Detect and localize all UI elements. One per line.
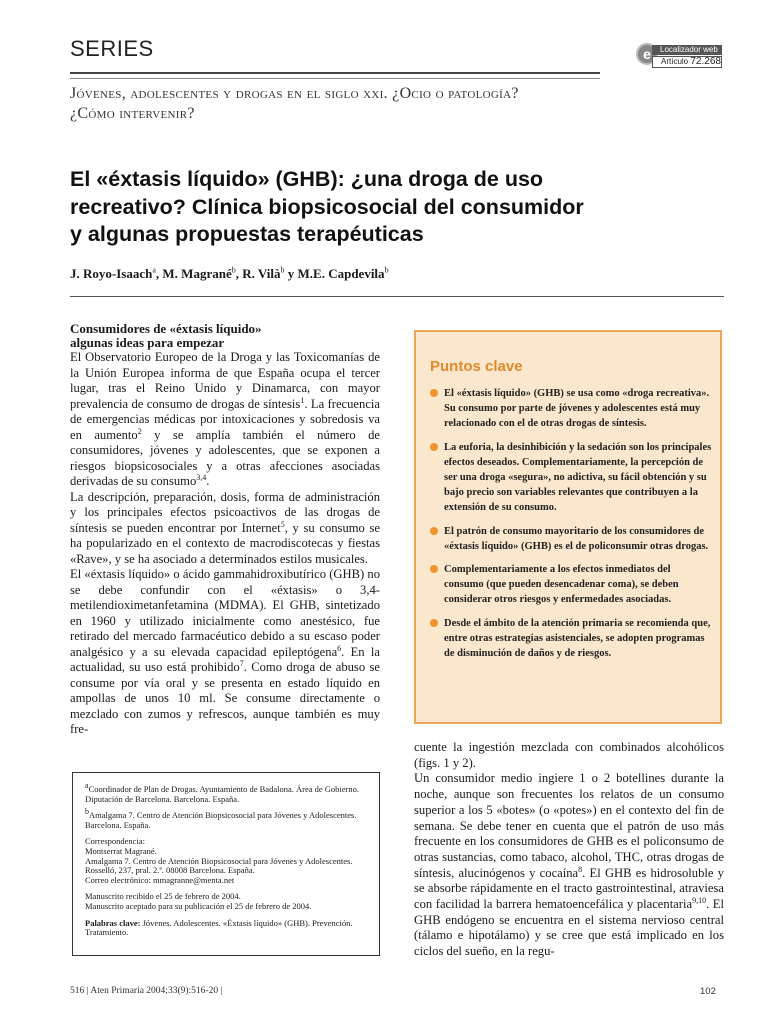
text: , y su consumo se ha popularizado en el contexto de macrodiscotecas y fiestas «Rave», y se ha asociado a determinados estilos musicales. (70, 520, 381, 566)
author-affiliation: a (152, 265, 156, 275)
key-point-text: El patrón de consumo mayoritario de los consumidores de «éxtasis líquido» (GHB) es el de policonsumir otras drogas. (444, 525, 709, 552)
author-separator: , (235, 266, 243, 281)
author: M. Magrané (162, 266, 232, 281)
paragraph (70, 350, 380, 490)
article-title-line1: El «éxtasis líquido» (GHB): ¿una droga de uso (70, 167, 544, 191)
section-heading (70, 322, 380, 350)
received-date: Manuscrito recibido el 25 de febrero de 2004. (85, 891, 241, 902)
web-locator-icon: e (636, 43, 658, 65)
author-separator: , (155, 266, 163, 281)
affiliation-text: Amalgama 7. Centro de Atención Biopsicosocial para Jóvenes y Adolescentes. Barcelona. España. (85, 810, 357, 830)
key-points-list (428, 386, 712, 669)
reference[interactable]: 6 (337, 643, 342, 653)
reference[interactable]: 1 (300, 395, 305, 405)
text: . Como droga de abuso se consume por vía oral y se presenta en estado líquido en ampollas de unos 10 ml. Se consume directamente o mezclado con zumos y refrescos, aunque también es muy fre- (70, 660, 380, 736)
header-rule (70, 72, 600, 74)
author: R. Vilà (242, 266, 281, 281)
bullet-icon (430, 527, 438, 535)
text: . El GHB endógeno se encuentra en el sistema nervioso central (tálamo e hipotálamo) y se cree que está implicado en los ciclos del sueño, en la regu- (414, 897, 724, 959)
page-footer-citation: 516 | Aten Primaria 2004;33(9):516-20 | (70, 986, 223, 996)
article-number-value: 72.268 (690, 56, 721, 67)
affiliation-mark: b (85, 807, 89, 817)
text: y se amplía también el número de consumidores, jóvenes y adolescentes, que se exponen a riesgos biopsicosociales y a otras afecciones asociadas derivadas de su consumo (70, 427, 381, 488)
header-rule-thin (70, 78, 600, 79)
key-point (428, 386, 712, 432)
text: La descripción, preparación, dosis, forma de administración y los principales efectos psicoactivos de las drogas de síntesis se pueden encontrar por Internet (70, 489, 380, 535)
web-locator-label: Localizador web (652, 45, 722, 55)
footnote-box (72, 772, 380, 956)
author-separator: y (284, 266, 298, 281)
correspondence (85, 837, 375, 885)
manuscript-dates (85, 892, 375, 911)
affiliation-b (85, 807, 375, 830)
article-number-label: Artículo (661, 57, 689, 66)
keywords-label: Palabras clave: (85, 917, 141, 928)
affiliation-text: Coordinador de Plan de Drogas. Ayuntamiento de Badalona. Área de Gobierno. Diputación de Barcelona. Barcelona. España. (85, 784, 360, 804)
reference[interactable]: 9,10 (692, 895, 707, 905)
author: J. Royo-Isaach (70, 266, 153, 281)
bullet-icon (430, 389, 438, 397)
key-points-box (414, 330, 722, 724)
paragraph (70, 490, 380, 568)
key-point (428, 440, 712, 516)
text: Un consumidor medio ingiere 1 o 2 botellines durante la noche, aunque son frecuentes los relatos de un consumo superior a los 5 «botes» (o «potes») en el contexto del fin de semana. Se debe tener en cuenta que el patrón de uso más frecuente en los consumidores de GHB es el policonsumo de otras sustancias, como tabaco, alcohol, THC, otras drogas de síntesis, alucinógenos y cocaína (414, 771, 724, 880)
key-point-text: La euforia, la desinhibición y la sedación son los principales efectos deseados. Complementariamente, la percepción de ser una droga «segura», no adictiva, su fácil obtención y su bajo precio son variables relevantes que contribuyen a la extensión de su consumo. (444, 441, 712, 514)
text: El «éxtasis líquido» o ácido gammahidroxibutírico (GHB) no se debe confundir con el «éxtasis» o 3,4-metilendioximetanfetamina (MDMA). El GHB, sintetizado en 1960 y utilizado inicialmente como anestésico, fue retirado del mercado farmacéutico debido a su escaso poder analgésico y a su elevada capacidad epileptógena (70, 567, 380, 659)
series-subtitle-line2: ¿Cómo intervenir? (70, 105, 195, 122)
key-point (428, 616, 712, 662)
series-subtitle-line1: Jóvenes, adolescentes y drogas en el siglo xxi. ¿Ocio o patología? (70, 85, 519, 102)
key-point-text: Complementariamente a los efectos inmediatos del consumo (que pueden desencadenar coma), se deben considerar otros riesgos y enfermedades asociadas. (444, 564, 679, 606)
keywords (85, 919, 375, 938)
affiliation-mark: a (85, 781, 89, 791)
reference[interactable]: 7 (239, 658, 244, 668)
section-heading-line2: algunas ideas para empezar (70, 335, 225, 350)
reference[interactable]: 2 (137, 426, 142, 436)
reference[interactable]: 3,4 (196, 472, 207, 482)
article-number (652, 56, 722, 68)
affiliation-a (85, 781, 375, 804)
series-subtitle (70, 84, 640, 124)
author-list (70, 266, 710, 282)
web-locator-badge[interactable] (636, 40, 724, 70)
bullet-icon (430, 619, 438, 627)
key-point (428, 524, 712, 554)
right-column (414, 740, 724, 960)
section-heading-line1: Consumidores de «éxtasis líquido» (70, 321, 262, 336)
text: . En la actualidad, su uso está prohibido (70, 644, 380, 674)
author-affiliation: b (280, 265, 285, 275)
key-point-text: Desde el ámbito de la atención primaria se recomienda que, entre otras estrategias asistenciales, se adopten programas de disminución de daños y de riesgos. (444, 617, 711, 660)
article-title-line2: recreativo? Clínica biopsicosocial del consumidor (70, 194, 584, 219)
footnote-content (85, 781, 375, 945)
keywords-text: Jóvenes. Adolescentes. «Éxtasis líquido» (GHB). Prevención. Tratamiento. (85, 917, 353, 938)
reference[interactable]: 5 (280, 519, 285, 529)
text: . La frecuencia de emergencias médicas por intoxicaciones y sobredosis va en aumento (70, 396, 380, 442)
correspondence-name: Montserrat Magrané. (85, 845, 157, 856)
accepted-date: Manuscrito aceptado para su publicación el 25 de febrero de 2004. (85, 900, 312, 911)
page-footer-number: 102 (700, 986, 716, 997)
correspondence-address: Rosselló, 237, pral. 2.ª. 08008 Barcelona. España. (85, 865, 255, 876)
series-label: SERIES (70, 36, 154, 61)
author-affiliation: b (231, 265, 236, 275)
text: . (206, 474, 210, 488)
paragraph: cuente la ingestión mezclada con combinados alcohólicos (figs. 1 y 2). (414, 740, 724, 770)
key-point-text: El «éxtasis líquido» (GHB) se usa como «droga recreativa». Su consumo por parte de jóvenes y adolescentes está muy relacionado con el de otras drogas de síntesis. (444, 388, 710, 430)
correspondence-email[interactable]: Correo electrónico: mmagranne@menta.net (85, 874, 235, 885)
key-point (428, 562, 712, 608)
paragraph (414, 771, 724, 959)
text: El Observatorio Europeo de la Droga y las Toxicomanías de la Unión Europea informa de que España ocupa el tercer lugar, tras el Reino Unido y Dinamarca, con mayor prevalencia de consumo de drogas de síntesis (70, 350, 380, 411)
author-affiliation: b (384, 265, 389, 275)
title-rule (70, 296, 724, 297)
correspondence-org: Amalgama 7. Centro de Atención Biopsicosocial para Jóvenes y Adolescentes. (85, 855, 353, 866)
article-title (70, 166, 710, 249)
bullet-icon (430, 565, 438, 573)
reference[interactable]: 8 (578, 864, 583, 874)
author: M.E. Capdevila (297, 266, 385, 281)
paragraph (70, 567, 380, 738)
article-title-line3: y algunas propuestas terapéuticas (70, 222, 424, 246)
key-points-title: Puntos clave (430, 358, 523, 375)
correspondence-label: Correspondencia: (85, 836, 145, 847)
bullet-icon (430, 443, 438, 451)
left-column (70, 322, 380, 738)
text: . El GHB es hidrosoluble y se absorbe rápidamente en el tracto gastrointestinal, atraviesa con facilidad la barrera hematoencefálica y placentaria (414, 865, 724, 912)
